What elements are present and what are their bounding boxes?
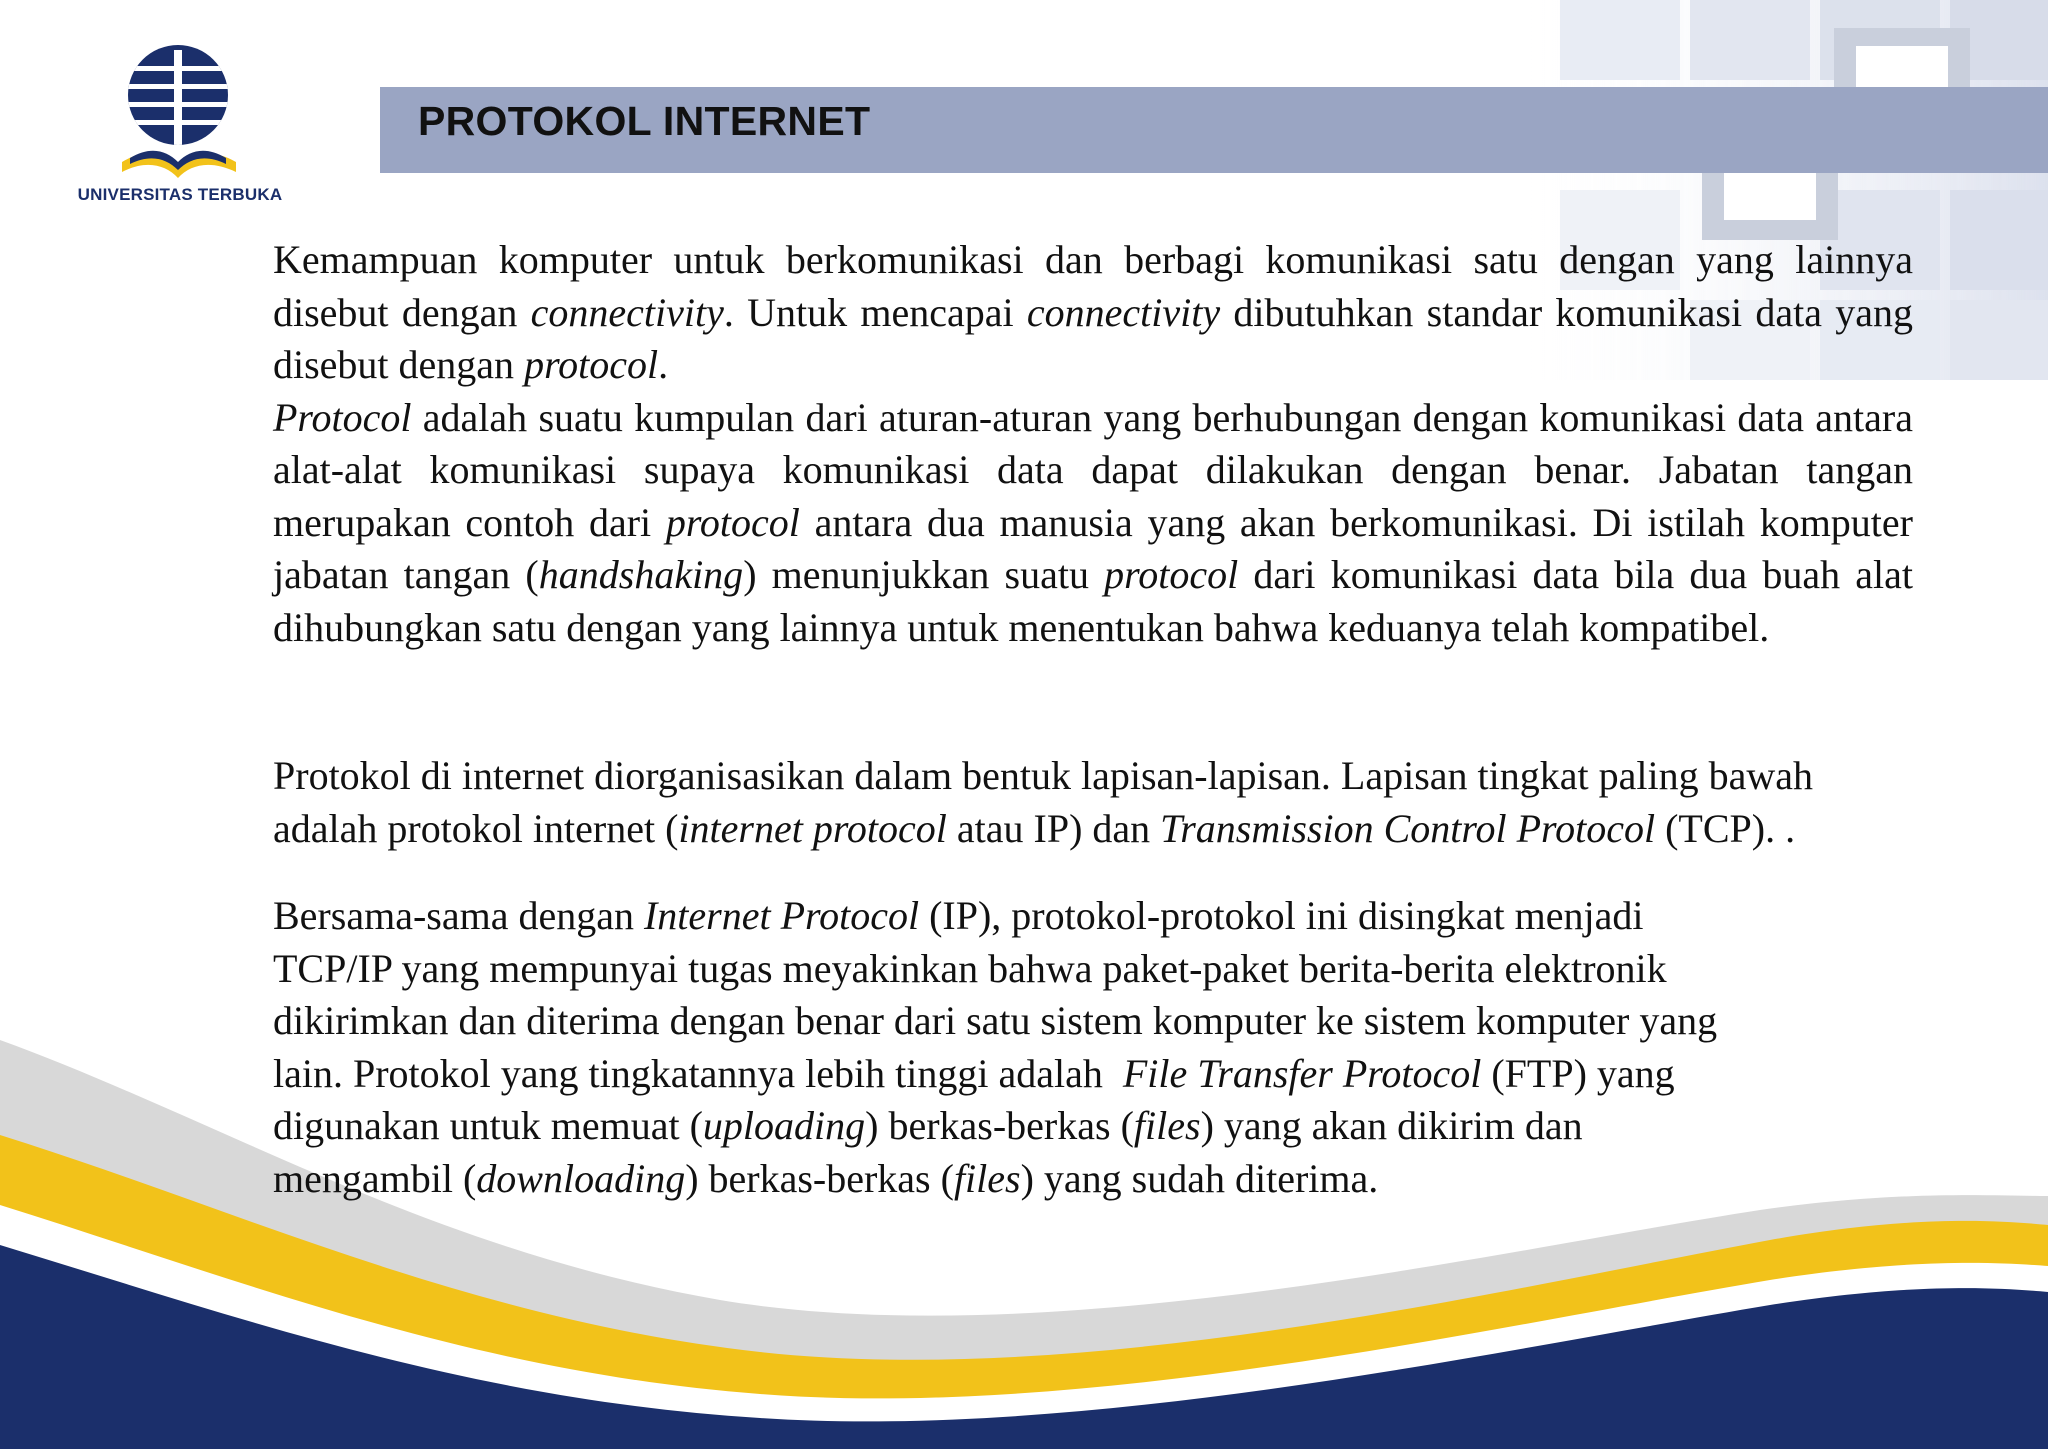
slide-title: PROTOKOL INTERNET: [418, 98, 871, 144]
text-line: adalah protokol internet (internet protocol atau IP) dan Transmission Control Protocol (TCP). .: [273, 805, 1796, 851]
text-line: lain. Protokol yang tingkatannya lebih tinggi adalah File Transfer Protocol (FTP) yang: [273, 1050, 1675, 1096]
text-line: mengambil (downloading) berkas-berkas (files) yang sudah diterima.: [273, 1155, 1379, 1201]
text-line: dikirimkan dan diterima dengan benar dari satu sistem komputer ke sistem komputer yang: [273, 998, 1718, 1043]
globe-icon: [120, 40, 240, 160]
paragraph-protocol-layers: [273, 750, 1973, 855]
text-line: Bersama-sama dengan Internet Protocol (IP), protokol-protokol ini disingkat menjadi: [273, 893, 1644, 938]
book-icon: [122, 151, 236, 178]
text-line: TCP/IP yang mempunyai tugas meyakinkan bahwa paket-paket berita-berita elektronik: [273, 945, 1667, 991]
logo-caption: UNIVERSITAS TERBUKA: [77, 185, 283, 204]
text-line: digunakan untuk memuat (uploading) berkas-berkas (files) yang akan dikirim dan: [273, 1103, 1583, 1148]
paragraph-connectivity: Kemampuan komputer untuk berkomunikasi dan berbagi komunikasi satu dengan yang lainnya disebut dengan connectivity. Untuk mencapai connectivity dibutuhkan standar komunikasi data yang disebut dengan protocol.: [273, 237, 1913, 387]
text-line: Protokol di internet diorganisasikan dalam bentuk lapisan-lapisan. Lapisan tingkat paling bawah: [273, 753, 1814, 798]
paragraph-tcp-ip: [273, 890, 1953, 1205]
paragraph-protocol-definition: Protocol adalah suatu kumpulan dari aturan-aturan yang berhubungan dengan komunikasi data antara alat-alat komunikasi supaya komunikasi data dapat dilakukan dengan benar. Jabatan tangan merupakan contoh dari protocol antara dua manusia yang akan berkomunikasi. Di istilah komputer jabatan tangan (handshaking) menunjukkan suatu protocol dari komunikasi data bila dua buah alat dihubungkan satu dengan yang lainnya untuk menentukan bahwa keduanya telah kompatibel.: [273, 394, 1913, 650]
body-paragraphs-top: [273, 234, 1913, 654]
